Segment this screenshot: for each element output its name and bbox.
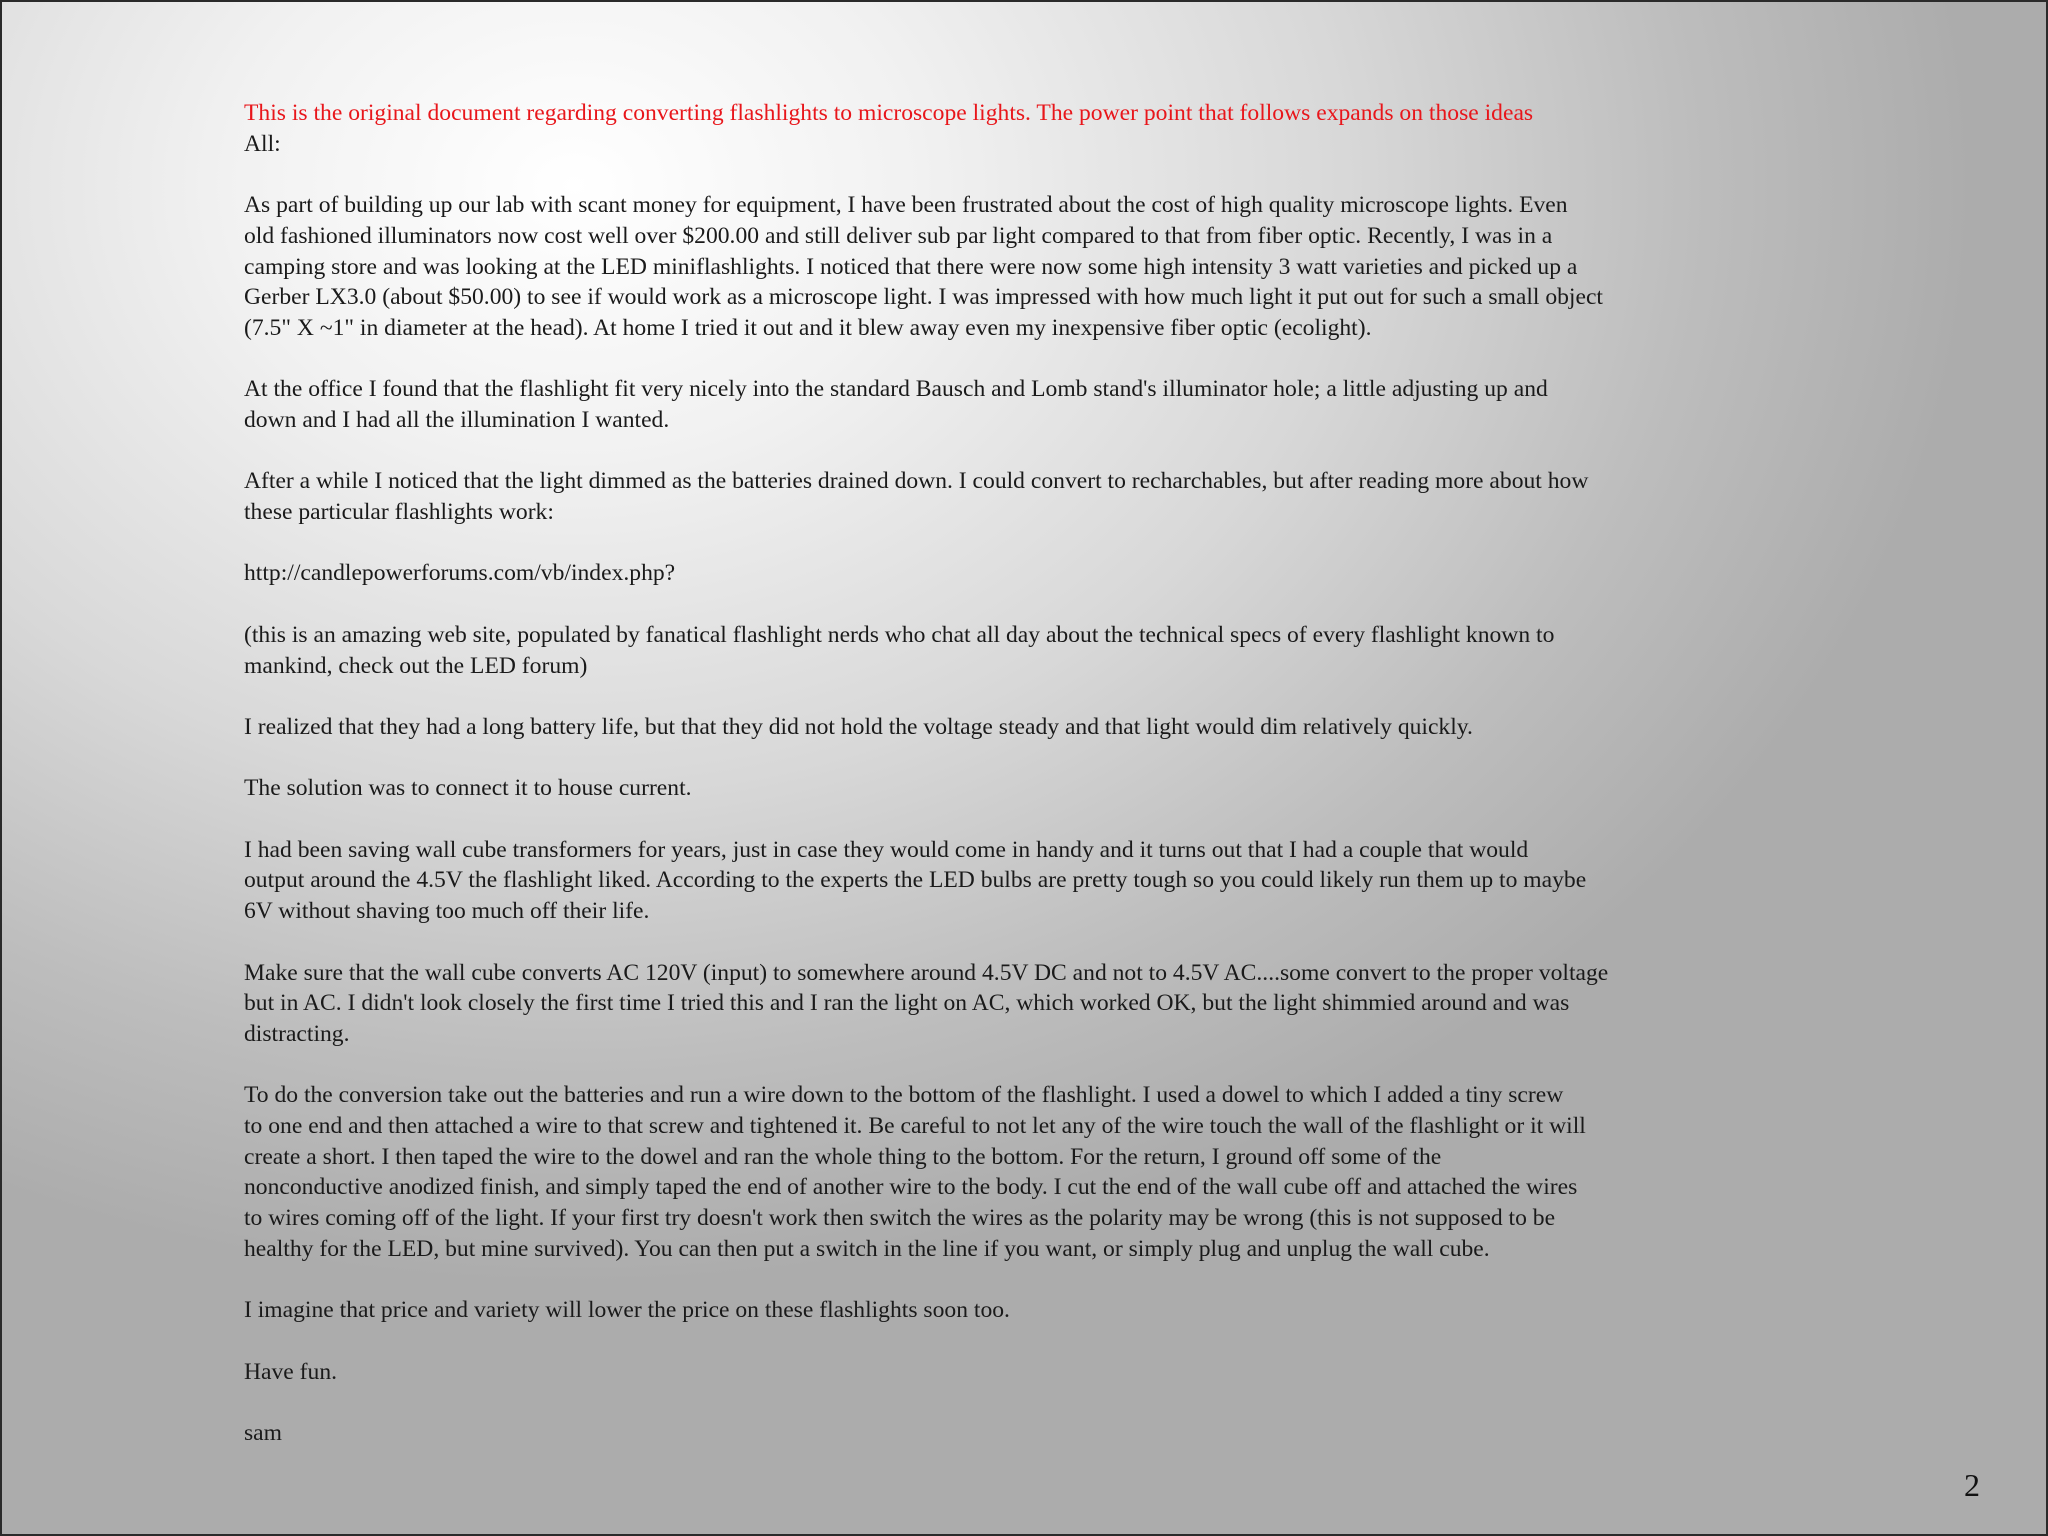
text-line: http://candlepowerforums.com/vb/index.php? [244, 560, 676, 587]
text-line: old fashioned illuminators now cost well over $200.00 and still deliver sub par light compared to that from fiber optic. Recently, I was in a [244, 222, 1553, 249]
text-line: down and I had all the illumination I wanted. [244, 407, 670, 433]
text-line: I had been saving wall cube transformers for years, just in case they would come in handy and it turns out that I had a couple that would [244, 836, 1529, 863]
text-line: to wires coming off of the light. If your first try doesn't work then switch the wires as the polarity may be wrong (this is not supposed to be [244, 1205, 1556, 1232]
text-line: Gerber LX3.0 (about $50.00) to see if would work as a microscope light. I was impressed with how much light it put out for such a small object [244, 284, 1603, 311]
text-line: but in AC. I didn't look closely the first time I tried this and I ran the light on AC, which worked OK, but the light shimmied around and was [244, 990, 1570, 1017]
greeting: All: [244, 130, 281, 157]
text-line: As part of building up our lab with scant money for equipment, I have been frustrated about the cost of high quality microscope lights. Even [244, 192, 1568, 219]
text-line: At the office I found that the flashlight fit very nicely into the standard Bausch and Lomb stand's illuminator hole; a little adjusting up and [244, 376, 1548, 403]
text-line: I imagine that price and variety will lower the price on these flashlights soon too. [244, 1297, 1010, 1324]
paragraph [244, 1295, 1884, 1326]
text-line: (7.5" X ~1" in diameter at the head). At home I tried it out and it blew away even my inexpensive fiber optic (ecolight). [244, 314, 1372, 341]
text-line: distracting. [244, 1020, 350, 1047]
text-line: I realized that they had a long battery life, but that they did not hold the voltage steady and that light would dim relatively quickly. [244, 713, 1473, 740]
paragraph [244, 620, 1884, 681]
text-line: Make sure that the wall cube converts AC 120V (input) to somewhere around 4.5V DC and not to 4.5V AC....some convert to the proper voltage [244, 959, 1609, 986]
paragraph [244, 773, 1884, 804]
text-line: these particular flashlights work: [244, 499, 554, 526]
text-line: To do the conversion take out the batteries and run a wire down to the bottom of the flashlight. I used a dowel to which I added a tiny screw [244, 1082, 1564, 1109]
paragraph [244, 558, 1884, 589]
text-line: create a short. I then taped the wire to the dowel and ran the whole thing to the bottom. For the return, I ground off some of the [244, 1143, 1442, 1170]
paragraph [244, 1418, 1884, 1449]
text-line: nonconductive anodized finish, and simply taped the end of another wire to the body. I cut the end of the wall cube off and attached the wires [244, 1174, 1578, 1201]
text-line: camping store and was looking at the LED miniflashlights. I noticed that there were now some high intensity 3 watt varieties and picked up a [244, 253, 1578, 280]
text-line: to one end and then attached a wire to that screw and tightened it. Be careful to not let any of the wire touch the wall of the flashlight or it will [244, 1113, 1586, 1140]
text-line: After a while I noticed that the light dimmed as the batteries drained down. I could convert to recharchables, but after reading more about how [244, 468, 1589, 495]
text-line: The solution was to connect it to house current. [244, 775, 692, 802]
paragraph [244, 374, 1884, 435]
paragraph [244, 190, 1884, 344]
paragraphs [244, 190, 1884, 1449]
text-line: 6V without shaving too much off their life. [244, 898, 650, 925]
document-body [244, 98, 1884, 1479]
paragraph [244, 466, 1884, 527]
paragraph [244, 958, 1884, 1050]
text-line: output around the 4.5V the flashlight liked. According to the experts the LED bulbs are pretty tough so you could likely run them up to maybe [244, 867, 1587, 894]
paragraph [244, 1357, 1884, 1388]
text-line: Have fun. [244, 1358, 338, 1385]
text-line: (this is an amazing web site, populated by fanatical flashlight nerds who chat all day about the technical specs of every flashlight known to [244, 621, 1555, 648]
intro-note: This is the original document regarding converting flashlights to microscope lights. The power point that follows expands on those ideas [244, 100, 1534, 126]
paragraph [244, 712, 1884, 743]
text-line: sam [244, 1420, 283, 1447]
paragraph [244, 835, 1884, 927]
page-number: 2 [1964, 1467, 1980, 1503]
paragraph [244, 1080, 1884, 1264]
text-line: healthy for the LED, but mine survived). You can then put a switch in the line if you want, or simply plug and unplug the wall cube. [244, 1235, 1490, 1262]
text-line: mankind, check out the LED forum) [244, 652, 588, 679]
